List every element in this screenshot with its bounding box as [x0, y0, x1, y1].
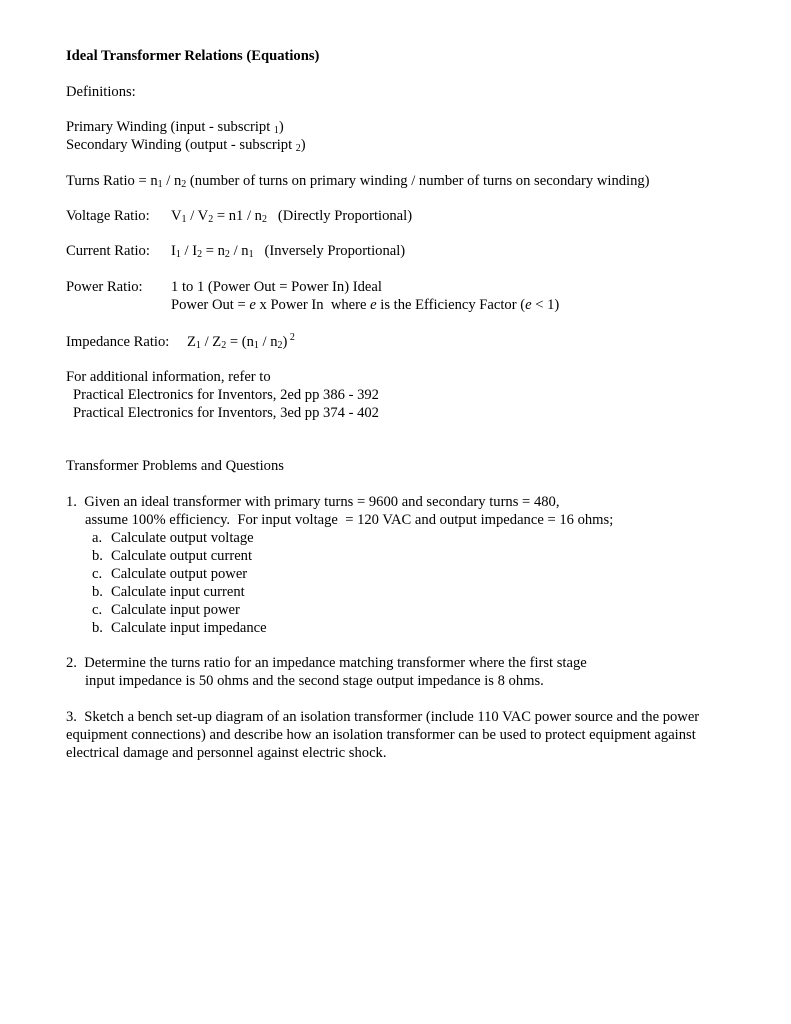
impedance-ratio-label: Impedance Ratio: [66, 334, 170, 350]
secondary-subscript: 2 [295, 143, 301, 154]
superscript: 2 [287, 332, 295, 343]
list-marker: a. [92, 530, 103, 546]
page-title: Ideal Transformer Relations (Equations) [66, 48, 320, 64]
subscript: 1 [253, 340, 259, 351]
voltage-ratio-label: Voltage Ratio: [66, 208, 150, 224]
voltage-ratio-equation [66, 207, 412, 225]
current-ratio-equation [66, 242, 405, 260]
subscript: 1 [248, 249, 254, 260]
efficiency-symbol: e [370, 297, 377, 313]
equation-text: = n1 / n [213, 208, 262, 224]
equation-text: x Power In where [255, 297, 371, 313]
list-item-text: Calculate output power [111, 566, 248, 582]
equation-text: / I [180, 243, 198, 259]
equation-text: / Z [200, 334, 222, 350]
impedance-ratio-equation [66, 333, 295, 351]
subscript: 2 [197, 249, 203, 260]
list-item [92, 547, 252, 565]
turns-ratio-text: / n [162, 173, 182, 189]
primary-winding-definition [66, 118, 284, 136]
subscript: 2 [261, 214, 267, 225]
equation-text: I [171, 243, 176, 259]
power-ratio-label: Power Ratio: [66, 279, 143, 295]
subscript: 1 [157, 179, 163, 190]
subscript: 1 [195, 340, 201, 351]
subscript: 2 [277, 340, 283, 351]
definitions-heading: Definitions: [66, 84, 136, 100]
question-3-line-2: equipment connections) and describe how an isolation transformer can be used to protect equipment against [66, 727, 696, 743]
subscript: 2 [181, 179, 187, 190]
subscript: 2 [224, 249, 230, 260]
subscript: 1 [181, 214, 187, 225]
list-item-text: Calculate input current [111, 584, 245, 600]
equation-text: / V [186, 208, 209, 224]
list-item [92, 529, 254, 547]
turns-ratio-label: Turns Ratio = n [66, 173, 158, 189]
question-1-line-1: 1. Given an ideal transformer with primary turns = 9600 and secondary turns = 480, [66, 494, 560, 510]
primary-subscript: 1 [273, 125, 279, 136]
list-item [92, 619, 267, 637]
reference-item: Practical Electronics for Inventors, 3ed pp 374 - 402 [73, 405, 379, 421]
turns-ratio-equation [66, 172, 650, 190]
list-item-text: Calculate output current [111, 548, 253, 564]
efficiency-symbol: e [525, 297, 532, 313]
list-item-text: Calculate input impedance [111, 620, 267, 636]
question-2-line-1: 2. Determine the turns ratio for an impedance matching transformer where the first stage [66, 655, 587, 671]
equation-text: V [171, 208, 182, 224]
list-marker: c. [92, 602, 103, 618]
current-ratio-description: (Inversely Proportional) [253, 243, 406, 259]
question-3-line-1: 3. Sketch a bench set-up diagram of an isolation transformer (include 110 VAC power source and the power [66, 709, 700, 725]
voltage-ratio-description: (Directly Proportional) [266, 208, 413, 224]
question-3-line-3: electrical damage and personnel against electric shock. [66, 745, 387, 761]
equation-text: ) [282, 334, 288, 350]
subscript: 1 [175, 249, 181, 260]
list-marker: b. [92, 548, 103, 564]
list-marker: c. [92, 566, 103, 582]
references-intro: For additional information, refer to [66, 369, 271, 385]
equation-text: = n [202, 243, 225, 259]
secondary-close: ) [300, 137, 306, 153]
list-item [92, 583, 245, 601]
question-1-line-2: assume 100% efficiency. For input voltage = 120 VAC and output impedance = 16 ohms; [85, 512, 614, 528]
list-item [92, 565, 247, 583]
equation-text: Power Out = [171, 297, 250, 313]
equation-text: = (n [226, 334, 254, 350]
problems-heading: Transformer Problems and Questions [66, 458, 284, 474]
current-ratio-label: Current Ratio: [66, 243, 150, 259]
efficiency-symbol: e [249, 297, 256, 313]
list-marker: b. [92, 584, 103, 600]
turns-ratio-description: (number of turns on primary winding / number of turns on secondary winding) [186, 173, 650, 189]
equation-text: Z [187, 334, 196, 350]
subscript: 2 [221, 340, 227, 351]
equation-text: is the Efficiency Factor ( [376, 297, 526, 313]
subscript: 2 [208, 214, 214, 225]
secondary-winding-text: Secondary Winding (output - subscript [66, 137, 296, 153]
list-item-text: Calculate input power [111, 602, 240, 618]
equation-text: < 1) [531, 297, 560, 313]
question-2-line-2: input impedance is 50 ohms and the second stage output impedance is 8 ohms. [85, 673, 544, 689]
list-item [92, 601, 240, 619]
power-ratio-ideal: 1 to 1 (Power Out = Power In) Ideal [171, 279, 382, 295]
reference-item: Practical Electronics for Inventors, 2ed pp 386 - 392 [73, 387, 379, 403]
secondary-winding-definition [66, 136, 306, 154]
primary-close: ) [278, 119, 284, 135]
primary-winding-text: Primary Winding (input - subscript [66, 119, 274, 135]
equation-text: / n [258, 334, 278, 350]
list-item-text: Calculate output voltage [111, 530, 254, 546]
list-marker: b. [92, 620, 103, 636]
equation-text: / n [229, 243, 249, 259]
power-ratio-efficiency [171, 296, 559, 314]
